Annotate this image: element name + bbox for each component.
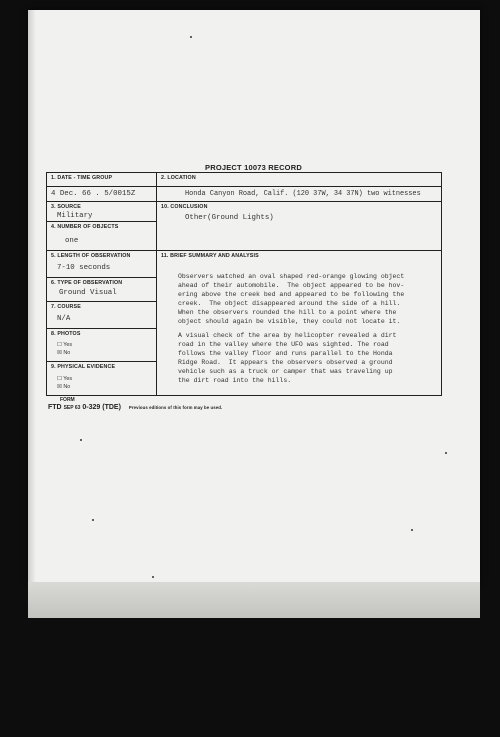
form-date: SEP 63 — [63, 405, 81, 411]
date-time-group-value: 4 Dec. 66 . 5/0015Z — [51, 190, 136, 198]
date-time-group-label: 1. DATE - TIME GROUP — [51, 175, 113, 181]
scan-speck — [190, 36, 192, 38]
source-label: 3. SOURCE — [51, 204, 81, 210]
form-footer — [48, 404, 222, 411]
physical-evidence-label: 9. PHYSICAL EVIDENCE — [51, 364, 116, 370]
length-of-observation-label: 5. LENGTH OF OBSERVATION — [51, 253, 131, 259]
previous-editions-note: Previous editions of this form may be used. — [128, 405, 223, 410]
photos-yes-checkbox: ☐ Yes — [57, 342, 73, 348]
source-value: Military — [57, 212, 93, 220]
type-of-observation-label: 6. TYPE OF OBSERVATION — [51, 280, 123, 286]
course-value: N/A — [57, 315, 71, 323]
form-number: 0-329 (TDE) — [82, 404, 121, 411]
length-of-observation-value: 7-10 seconds — [57, 264, 111, 272]
scan-speck — [445, 452, 447, 454]
scan-speck — [80, 439, 82, 441]
column-divider — [156, 173, 157, 395]
location-value: Honda Canyon Road, Calif. (120 37W, 34 37N) two witnesses — [185, 190, 421, 198]
type-of-observation-value: Ground Visual — [59, 289, 117, 297]
scan-speck — [411, 529, 413, 531]
location-label: 2. LOCATION — [161, 175, 196, 181]
photos-no-checkbox: ☒ No — [57, 350, 71, 356]
number-of-objects-value: one — [65, 237, 79, 245]
scan-speck — [92, 519, 94, 521]
summary-paragraph-2: A visual check of the area by helicopter revealed a dirt road in the valley where the UFO was sighted. The road follows the valley floor and runs parallel to the Honda Ridge Road. It appears the observers observed a ground vehicle such as a truck or camper that was traveling up the dirt road into the hills. — [178, 332, 397, 384]
brief-summary-label: 11. BRIEF SUMMARY AND ANALYSIS — [161, 253, 259, 259]
course-label: 7. COURSE — [51, 304, 81, 310]
photos-label: 8. PHOTOS — [51, 331, 81, 337]
form-id: FTD — [48, 404, 62, 411]
form-word: FORM — [60, 397, 75, 403]
scan-speck — [152, 576, 154, 578]
physical-evidence-yes-checkbox: ☐ Yes — [57, 376, 73, 382]
conclusion-value: Other(Ground Lights) — [185, 214, 274, 222]
summary-paragraph-1: Observers watched an oval shaped red-orange glowing object ahead of their automobile. The object appeared to be hov- ering above the creek bed and appeared to be following the creek. The object disappeared around the side of a hill. When the observers rounded the hill to a point where the object should again be visible, they could not locate it. — [178, 273, 405, 325]
physical-evidence-no-checkbox: ☒ No — [57, 384, 71, 390]
page-edge-strip — [28, 582, 480, 618]
number-of-objects-label: 4. NUMBER OF OBJECTS — [51, 224, 119, 230]
page-title: PROJECT 10073 RECORD — [205, 163, 302, 172]
conclusion-label: 10. CONCLUSION — [161, 204, 208, 210]
record-form — [46, 172, 442, 396]
